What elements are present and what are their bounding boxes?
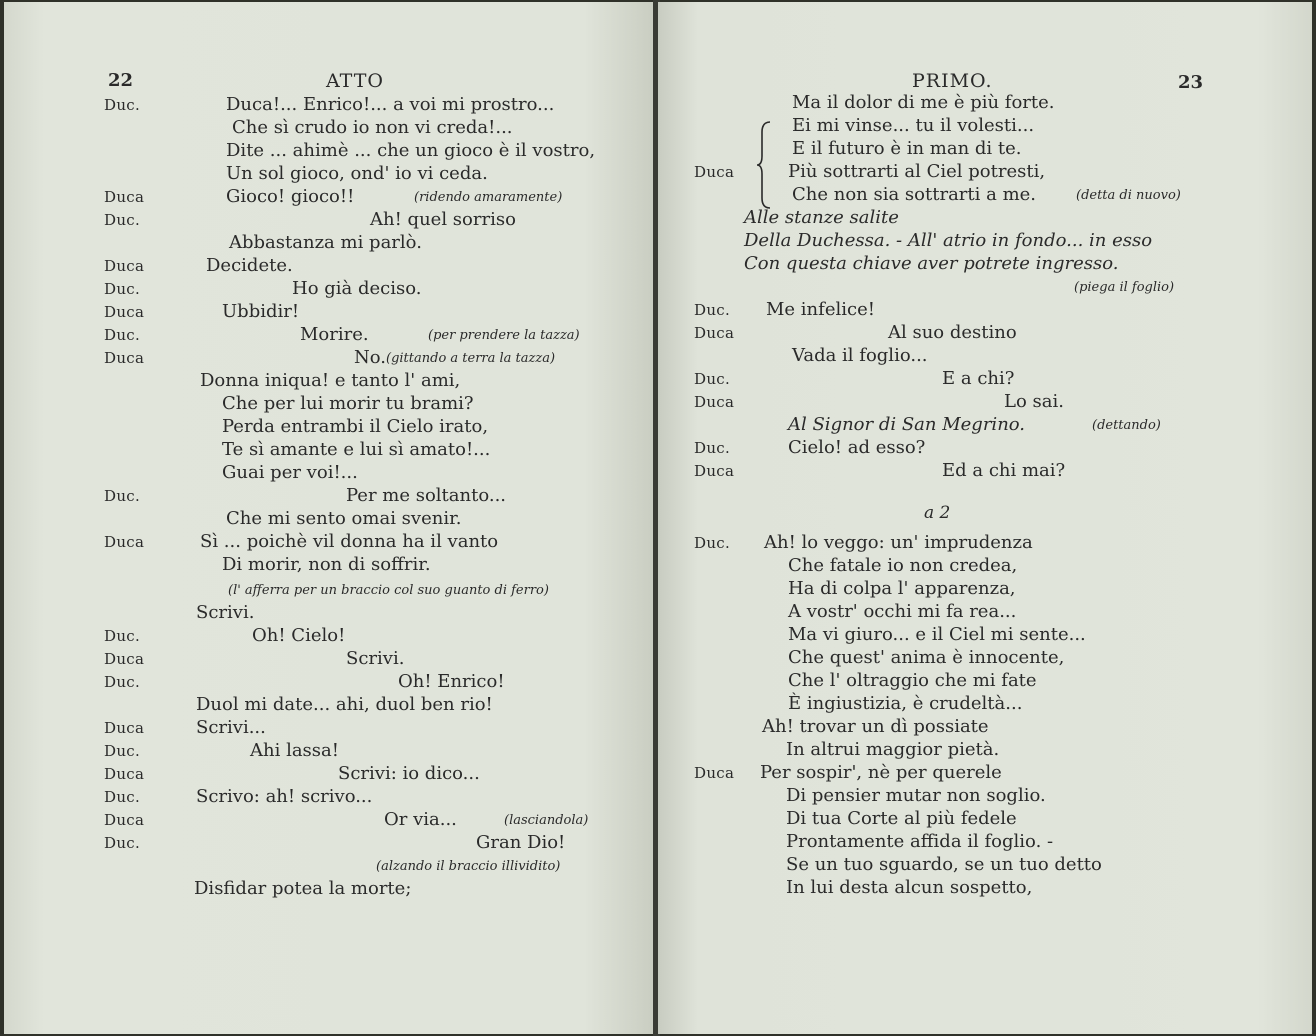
verse-line: Perda entrambi il Cielo irato,: [222, 416, 489, 437]
verse-line: È ingiustizia, è crudeltà...: [788, 693, 1023, 714]
verse-line: Ha di colpa l' apparenza,: [788, 578, 1016, 599]
verse-line: E il futuro è in man di te.: [792, 138, 1022, 159]
verse-line: Duca!... Enrico!... a voi mi prostro...: [226, 94, 555, 115]
verse-line: Che quest' anima è innocente,: [788, 647, 1065, 668]
right-page: [658, 2, 1312, 1034]
stage-direction: (ridendo amaramente): [414, 190, 563, 205]
verse-line: Oh! Enrico!: [398, 671, 505, 692]
verse-line: Ahi lassa!: [250, 740, 339, 761]
stage-direction: (dettando): [1092, 418, 1161, 433]
a-due-label: a 2: [924, 503, 951, 523]
stage-direction: (lasciandola): [504, 813, 589, 828]
verse-line: Ho già deciso.: [292, 278, 422, 299]
verse-line: Che l' oltraggio che mi fate: [788, 670, 1037, 691]
verse-line: Di morir, non di soffrir.: [222, 554, 431, 575]
verse-line: Che mi sento omai svenir.: [226, 508, 462, 529]
verse-line: Scrivi.: [346, 648, 405, 669]
speaker-label: Duca: [694, 462, 735, 480]
verse-line: Al Signor di San Megrino.: [788, 414, 1026, 435]
speaker-label: Duc.: [104, 673, 141, 691]
speaker-label: Duca: [694, 764, 735, 782]
verse-line: Al suo destino: [888, 322, 1017, 343]
verse-line: Ah! trovar un dì possiate: [762, 716, 989, 737]
stage-direction: (gittando a terra la tazza): [386, 351, 556, 366]
speaker-label: Duca: [104, 650, 145, 668]
verse-line: Me infelice!: [766, 299, 875, 320]
page-header: ATTO: [326, 70, 384, 92]
verse-line: Che non sia sottrarti a me.: [792, 184, 1037, 205]
verse-line: Vada il foglio...: [792, 345, 928, 366]
verse-line: Scrivo: ah! scrivo...: [196, 786, 373, 807]
speaker-label: Duca: [694, 393, 735, 411]
speaker-label: Duc.: [694, 301, 731, 319]
speaker-label: Duc.: [104, 96, 141, 114]
speaker-label: Duc.: [104, 326, 141, 344]
verse-line: Ah! lo veggo: un' imprudenza: [764, 532, 1033, 553]
verse-line: Cielo! ad esso?: [788, 437, 926, 458]
speaker-label: Duca: [104, 257, 145, 275]
verse-line: Or via...: [384, 809, 457, 830]
verse-line: Che per lui morir tu brami?: [222, 393, 474, 414]
speaker-label: Duca: [694, 163, 735, 181]
page-number: 22: [108, 70, 134, 91]
speaker-label: Duc.: [104, 280, 141, 298]
verse-line: Disfidar potea la morte;: [194, 878, 412, 899]
speaker-label: Duca: [104, 811, 145, 829]
speaker-label: Duca: [104, 533, 145, 551]
speaker-label: Duc.: [104, 742, 141, 760]
verse-line: In lui desta alcun sospetto,: [786, 877, 1033, 898]
verse-line: Duol mi date... ahi, duol ben rio!: [196, 694, 493, 715]
verse-line: Un sol gioco, ond' io vi ceda.: [226, 163, 488, 184]
page-header: PRIMO.: [912, 70, 993, 92]
verse-line: Oh! Cielo!: [252, 625, 346, 646]
verse-line: Ed a chi mai?: [942, 460, 1066, 481]
speaker-label: Duca: [104, 303, 145, 321]
speaker-label: Duc.: [104, 627, 141, 645]
speaker-label: Duca: [104, 719, 145, 737]
verse-line: Prontamente affida il foglio. -: [786, 831, 1054, 852]
verse-line: Scrivi: io dico...: [338, 763, 480, 784]
verse-line: E a chi?: [942, 368, 1015, 389]
speaker-label: Duca: [104, 349, 145, 367]
verse-line: Con questa chiave aver potrete ingresso.: [744, 253, 1119, 274]
page-number: 23: [1178, 72, 1204, 93]
verse-line: Ei mi vinse... tu il volesti...: [792, 115, 1035, 136]
verse-line: Più sottrarti al Ciel potresti,: [788, 161, 1046, 182]
speaker-label: Duc.: [104, 487, 141, 505]
speaker-label: Duc.: [694, 370, 731, 388]
speaker-label: Duca: [104, 765, 145, 783]
speaker-label: Duca: [694, 324, 735, 342]
left-page: [4, 2, 655, 1034]
verse-line: Scrivi.: [196, 602, 255, 623]
speaker-label: Duc.: [104, 788, 141, 806]
verse-line: A vostr' occhi mi fa rea...: [788, 601, 1017, 622]
verse-line: Se un tuo sguardo, se un tuo detto: [786, 854, 1102, 875]
verse-line: Ma il dolor di me è più forte.: [792, 92, 1055, 113]
verse-line: Lo sai.: [1004, 391, 1064, 412]
verse-line: Te sì amante e lui sì amato!...: [222, 439, 491, 460]
speaker-label: Duc.: [104, 211, 141, 229]
speaker-label: Duc.: [694, 439, 731, 457]
stage-direction: (alzando il braccio illividito): [376, 859, 561, 874]
verse-line: In altrui maggior pietà.: [786, 739, 1000, 760]
verse-line: Sì ... poichè vil donna ha il vanto: [200, 531, 499, 552]
brace-mark: [756, 120, 772, 210]
speaker-label: Duc.: [104, 834, 141, 852]
verse-line: Per me soltanto...: [346, 485, 507, 506]
verse-line: Abbastanza mi parlò.: [229, 232, 422, 253]
verse-line: Della Duchessa. - All' atrio in fondo... in esso: [744, 230, 1153, 251]
verse-line: Guai per voi!...: [222, 462, 358, 483]
verse-line: Donna iniqua! e tanto l' ami,: [200, 370, 461, 391]
verse-line: Che sì crudo io non vi creda!...: [232, 117, 513, 138]
stage-direction: (piega il foglio): [1074, 280, 1175, 295]
verse-line: Scrivi...: [196, 717, 266, 738]
verse-line: Di tua Corte al più fedele: [786, 808, 1017, 829]
stage-direction: (per prendere la tazza): [428, 328, 580, 343]
verse-line: Gran Dio!: [476, 832, 566, 853]
verse-line: Ma vi giuro... e il Ciel mi sente...: [788, 624, 1086, 645]
verse-line: Che fatale io non credea,: [788, 555, 1018, 576]
verse-line: Gioco! gioco!!: [226, 186, 355, 207]
speaker-label: Duc.: [694, 534, 731, 552]
verse-line: Ah! quel sorriso: [370, 209, 516, 230]
stage-direction: (l' afferra per un braccio col suo guanto di ferro): [228, 583, 549, 598]
verse-line: Decidete.: [206, 255, 293, 276]
verse-line: Ubbidir!: [222, 301, 300, 322]
verse-line: Morire.: [300, 324, 369, 345]
verse-line: Di pensier mutar non soglio.: [786, 785, 1046, 806]
verse-line: Per sospir', nè per querele: [760, 762, 1002, 783]
stage-direction: (detta di nuovo): [1076, 188, 1181, 203]
verse-line: Alle stanze salite: [744, 207, 899, 228]
verse-line: Dite ... ahimè ... che un gioco è il vostro,: [226, 140, 596, 161]
speaker-label: Duca: [104, 188, 145, 206]
verse-line: No.: [354, 347, 386, 368]
